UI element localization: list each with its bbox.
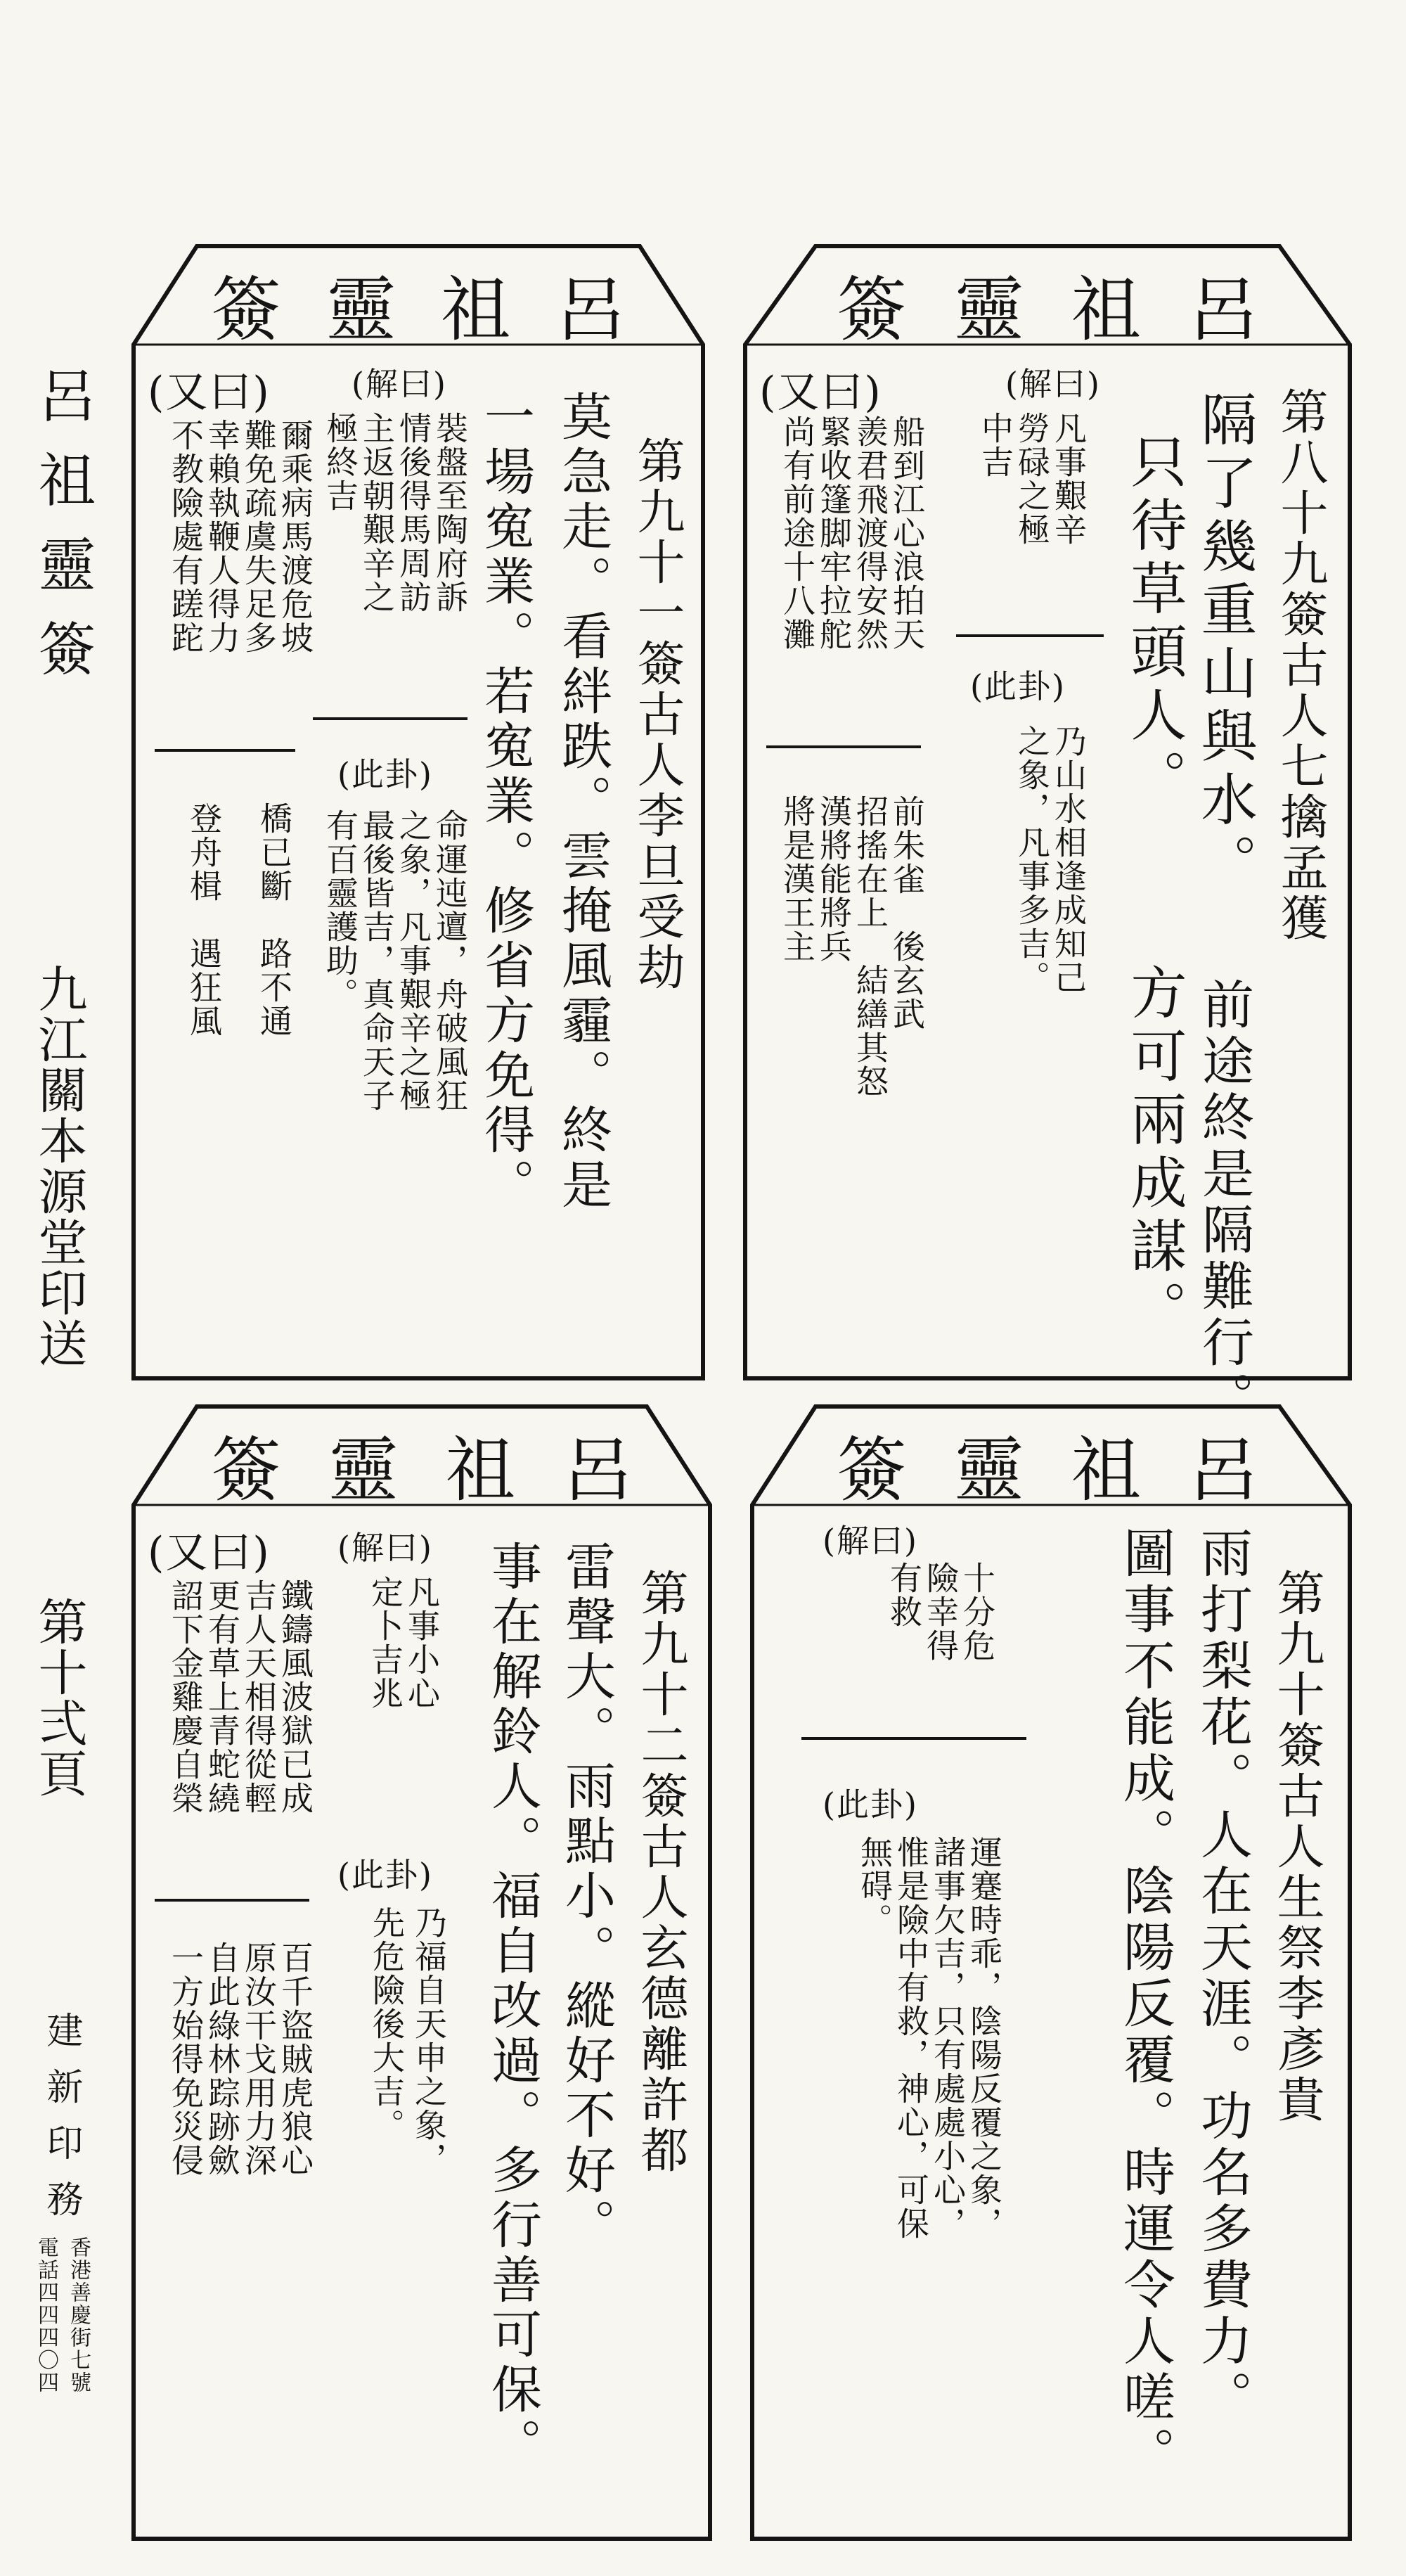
- lot-card-90: [745, 1399, 1357, 2546]
- margin-publisher: 九江關本源堂印送: [30, 963, 88, 1369]
- jie-line: 凡事小心: [403, 1575, 441, 1710]
- poem-line: 前途終是隔難行。: [1194, 978, 1254, 1428]
- poem-line: 方可兩成謀。: [1121, 963, 1187, 1343]
- gua-line: 命運迍邅，舟破風狂: [431, 809, 469, 1113]
- margin-phone: 電話四四四〇四: [34, 2236, 58, 2394]
- divider: [801, 1737, 1026, 1740]
- you2-line: 前朱雀 後玄武: [888, 795, 926, 1031]
- header-char: 簽: [211, 269, 281, 351]
- divider: [155, 749, 295, 752]
- jie-line: 裝盤至陶府訴: [431, 411, 469, 614]
- jie-line: 十分危: [958, 1561, 996, 1662]
- gua-label: (此卦): [823, 1786, 918, 1824]
- header-char: 呂: [1187, 269, 1258, 351]
- jie-label: (解曰): [337, 1529, 433, 1567]
- lot-title: 第八十九簽古人七擒孟獲: [1272, 387, 1328, 944]
- header-char: 呂: [562, 1429, 633, 1511]
- gua-label: (此卦): [337, 755, 433, 793]
- you-line: 羨君飛渡得安然: [851, 415, 889, 651]
- margin-address: 香港善慶街七號: [66, 2236, 91, 2394]
- jie-label: (解曰): [823, 1522, 918, 1560]
- lot-title: 第九十二簽古人玄德離許都: [633, 1568, 688, 2176]
- you2-line: 漢將能將兵: [815, 795, 853, 963]
- jie-line: 有救: [885, 1561, 923, 1629]
- you2-line: 登舟楫 遇狂風: [185, 802, 223, 1038]
- card-header: [837, 1414, 1258, 1511]
- divider: [956, 634, 1104, 637]
- header-char: 靈: [325, 269, 396, 351]
- you-line: 不教險處有蹉跎: [167, 418, 205, 655]
- you2-line: 橋已斷 路不通: [255, 802, 293, 1038]
- header-char: 祖: [445, 1429, 516, 1511]
- margin-title: 呂祖靈簽: [29, 366, 96, 703]
- lot-card-91: [127, 239, 710, 1385]
- margin-page-number: 第十弍頁: [30, 1596, 88, 1799]
- gua-label: (此卦): [970, 667, 1066, 705]
- poem-line: 雨打梨花。人在天涯。功名多費力。: [1192, 1526, 1253, 2426]
- you-label: (又曰): [148, 1528, 271, 1577]
- header-char: 靈: [328, 1429, 399, 1511]
- you-label: (又曰): [759, 368, 882, 417]
- you-line: 尚有前途十八灘: [778, 415, 816, 651]
- card-header: [211, 253, 626, 351]
- poem-line: 圖事不能成。陰陽反覆。時運令人嗟。: [1115, 1526, 1175, 2482]
- you-line: 更有草上青蛇繞: [203, 1579, 241, 1815]
- you-label: (又曰): [148, 368, 271, 417]
- divider: [766, 745, 921, 748]
- lot-title: 第九十簽古人生祭李彥貴: [1269, 1568, 1324, 2125]
- jie-line: 中吉: [976, 411, 1014, 479]
- you-line: 船到江心浪拍天: [888, 415, 926, 651]
- you2-line: 招搖在上 結繕其怒: [851, 795, 889, 1098]
- header-char: 簽: [211, 1429, 281, 1511]
- gua-line: 惟是險中有救，神心，可保: [892, 1835, 930, 2241]
- gua-line: 乃福自天申之象，: [410, 1906, 448, 2176]
- gua-line: 乃山水相逢成知己: [1050, 724, 1088, 994]
- poem-line: 一場寃業。若寃業。修省方免得。: [476, 390, 535, 1213]
- you-line: 緊收篷脚牢拉舵: [815, 415, 853, 651]
- gua-label: (此卦): [337, 1856, 433, 1894]
- lot-title: 第九十一簽古人李旦受劫: [629, 436, 685, 993]
- you2-line: 一方始得免災侵: [167, 1941, 205, 2177]
- jie-line: 勞碌之極: [1013, 411, 1051, 546]
- lot-card-92: [127, 1399, 717, 2546]
- header-char: 靈: [953, 269, 1024, 351]
- poem-line: 隔了幾重山與水。: [1192, 390, 1257, 897]
- you2-line: 將是漢王主: [778, 795, 816, 963]
- gua-line: 無碍。: [856, 1835, 894, 1937]
- jie-label: (解曰): [1005, 365, 1101, 403]
- gua-line: 諸事欠吉，只有處處小心，: [929, 1835, 967, 2241]
- card-header: [837, 253, 1258, 351]
- you-line: 爾乘病馬渡危坡: [276, 418, 314, 655]
- gua-line: 之象，凡事艱辛之極: [394, 809, 432, 1113]
- jie-line: 定卜吉兆: [366, 1575, 404, 1710]
- jie-line: 極終吉: [321, 411, 359, 513]
- you2-line: 自此綠林踪跡歛: [203, 1941, 241, 2177]
- poem-line: 莫急走。看絆跌。雲掩風霾。終是: [553, 390, 612, 1213]
- header-char: 呂: [555, 269, 626, 351]
- you2-line: 原汝干戈用力深: [240, 1941, 278, 2177]
- margin-printer: 建新印務: [40, 2011, 82, 2236]
- gua-line: 最後皆吉，真命天子: [358, 809, 396, 1113]
- divider: [155, 1899, 309, 1902]
- gua-line: 之象，凡事多吉。: [1013, 724, 1051, 994]
- header-char: 祖: [440, 269, 511, 351]
- divider: [313, 717, 467, 720]
- poem-line: 只待草頭人。: [1121, 432, 1187, 812]
- you-line: 幸賴執鞭人得力: [203, 418, 241, 655]
- jie-line: 險幸得: [922, 1561, 960, 1662]
- poem-line: 事在解鈴人。福自改過。多行善可保。: [483, 1540, 542, 2473]
- you2-line: 百千盜賊虎狼心: [276, 1941, 314, 2177]
- lot-card-89: [738, 239, 1357, 1428]
- gua-line: 有百靈護助。: [321, 809, 359, 1011]
- jie-label: (解曰): [352, 365, 447, 403]
- header-char: 靈: [953, 1429, 1024, 1511]
- you-line: 詔下金雞慶自榮: [167, 1579, 205, 1815]
- you-line: 吉人天相得從輕: [240, 1579, 278, 1815]
- header-char: 呂: [1187, 1429, 1258, 1511]
- gua-line: 先危險後大吉。: [368, 1906, 406, 2142]
- gua-line: 運蹇時乖，陰陽反覆之象，: [965, 1835, 1003, 2241]
- jie-line: 凡事艱辛: [1050, 411, 1088, 546]
- jie-line: 主返朝艱辛之: [358, 411, 396, 614]
- you-line: 難免疏虞失足多: [240, 418, 278, 655]
- you-line: 鐵鑄風波獄已成: [276, 1579, 314, 1815]
- header-char: 簽: [837, 1429, 907, 1511]
- header-char: 祖: [1071, 1429, 1142, 1511]
- header-char: 簽: [837, 269, 907, 351]
- jie-line: 情後得馬周訪: [394, 411, 432, 614]
- header-char: 祖: [1071, 269, 1142, 351]
- poem-line: 雷聲大。雨點小。縱好不好。: [557, 1540, 616, 2253]
- card-header: [211, 1414, 633, 1511]
